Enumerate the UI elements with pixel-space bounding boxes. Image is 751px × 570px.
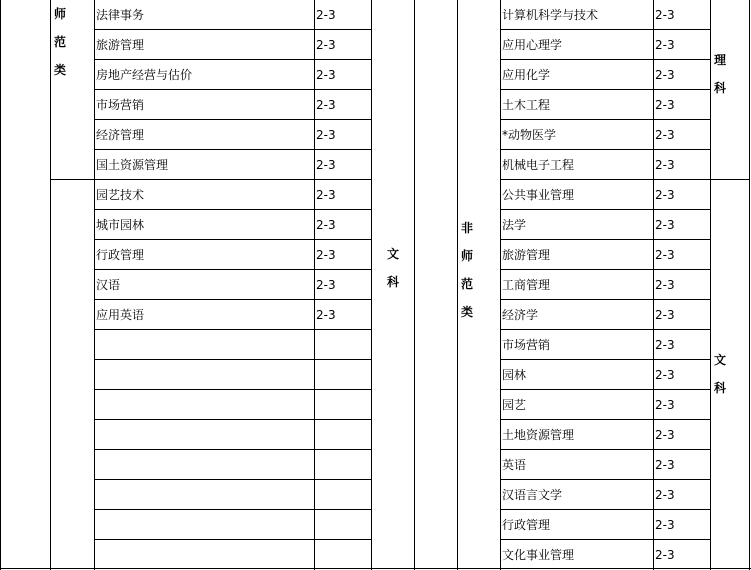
grid-line <box>50 0 51 570</box>
major-years: 2-3 <box>655 398 675 412</box>
major-name: 英语 <box>502 458 527 472</box>
major-name: 房地产经营与估价 <box>96 68 193 82</box>
grid-line <box>94 509 371 510</box>
major-name: 行政管理 <box>96 248 145 262</box>
grid-line <box>94 419 371 420</box>
major-years: 2-3 <box>655 518 675 532</box>
major-years: 2-3 <box>655 8 675 22</box>
major-name: 汉语言文学 <box>502 488 563 502</box>
major-years: 2-3 <box>655 218 675 232</box>
major-years: 2-3 <box>316 308 336 322</box>
grid-line <box>749 0 750 570</box>
category-char: 类 <box>53 63 66 77</box>
major-name: 市场营销 <box>502 338 551 352</box>
major-years: 2-3 <box>655 248 675 262</box>
major-years: 2-3 <box>316 278 336 292</box>
major-years: 2-3 <box>655 188 675 202</box>
major-name: 土木工程 <box>502 98 551 112</box>
grid-line <box>50 179 94 180</box>
major-years: 2-3 <box>655 128 675 142</box>
major-name: 园艺技术 <box>96 188 145 202</box>
major-years: 2-3 <box>655 368 675 382</box>
major-years: 2-3 <box>316 68 336 82</box>
major-years: 2-3 <box>655 488 675 502</box>
major-years: 2-3 <box>655 338 675 352</box>
major-years: 2-3 <box>316 188 336 202</box>
grid-line <box>94 0 95 570</box>
subject-char: 文 <box>386 247 399 261</box>
grid-line <box>94 449 371 450</box>
grid-line <box>653 0 654 570</box>
subject-label-science <box>711 46 729 102</box>
subject-char: 科 <box>386 275 399 289</box>
major-years: 2-3 <box>655 38 675 52</box>
major-name: 园艺 <box>502 398 527 412</box>
grid-line <box>500 0 501 570</box>
subject-char: 科 <box>713 81 726 95</box>
major-years: 2-3 <box>316 128 336 142</box>
grid-line <box>94 359 371 360</box>
grid-line <box>94 539 371 540</box>
subject-char: 科 <box>713 381 726 395</box>
major-years: 2-3 <box>316 8 336 22</box>
major-name: 土地资源管理 <box>502 428 575 442</box>
category-char: 范 <box>53 35 66 49</box>
major-years: 2-3 <box>316 218 336 232</box>
subject-char: 文 <box>713 353 726 367</box>
grid-line <box>0 0 1 570</box>
category-label-non-normal <box>458 214 476 326</box>
major-years: 2-3 <box>655 68 675 82</box>
major-name: 城市园林 <box>96 218 145 232</box>
major-years: 2-3 <box>655 158 675 172</box>
grid-line <box>0 568 751 569</box>
major-name: 法学 <box>502 218 527 232</box>
major-name: 行政管理 <box>502 518 551 532</box>
major-name: *动物医学 <box>502 128 557 142</box>
category-label-normal <box>51 0 69 84</box>
subject-label-arts <box>384 240 402 296</box>
major-name: 国土资源管理 <box>96 158 169 172</box>
major-name: 旅游管理 <box>96 38 145 52</box>
major-name: 经济管理 <box>96 128 145 142</box>
grid-line <box>414 0 415 570</box>
subject-char: 理 <box>713 53 726 67</box>
grid-line <box>94 479 371 480</box>
major-name: 汉语 <box>96 278 121 292</box>
major-years: 2-3 <box>316 158 336 172</box>
major-years: 2-3 <box>655 278 675 292</box>
grid-line <box>94 389 371 390</box>
subject-label-arts <box>711 346 729 402</box>
major-years: 2-3 <box>655 458 675 472</box>
major-name: 机械电子工程 <box>502 158 575 172</box>
major-name: 应用化学 <box>502 68 551 82</box>
grid-line <box>371 0 372 570</box>
major-years: 2-3 <box>655 548 675 562</box>
major-name: 文化事业管理 <box>502 548 575 562</box>
major-years: 2-3 <box>316 38 336 52</box>
major-name: 应用英语 <box>96 308 145 322</box>
major-name: 法律事务 <box>96 8 145 22</box>
category-char: 类 <box>460 305 473 319</box>
major-name: 经济学 <box>502 308 539 322</box>
major-name: 工商管理 <box>502 278 551 292</box>
grid-line <box>314 0 315 570</box>
major-name: 应用心理学 <box>502 38 563 52</box>
major-name: 旅游管理 <box>502 248 551 262</box>
major-years: 2-3 <box>316 98 336 112</box>
major-years: 2-3 <box>655 428 675 442</box>
major-years: 2-3 <box>655 308 675 322</box>
major-name: 计算机科学与技术 <box>502 8 599 22</box>
major-years: 2-3 <box>655 98 675 112</box>
major-years: 2-3 <box>316 248 336 262</box>
grid-line <box>500 389 710 390</box>
category-char: 范 <box>460 277 473 291</box>
category-char: 师 <box>460 249 473 263</box>
major-name: 公共事业管理 <box>502 188 575 202</box>
major-name: 园林 <box>502 368 527 382</box>
category-char: 师 <box>53 7 66 21</box>
major-name: 市场营销 <box>96 98 145 112</box>
category-char: 非 <box>460 221 473 235</box>
